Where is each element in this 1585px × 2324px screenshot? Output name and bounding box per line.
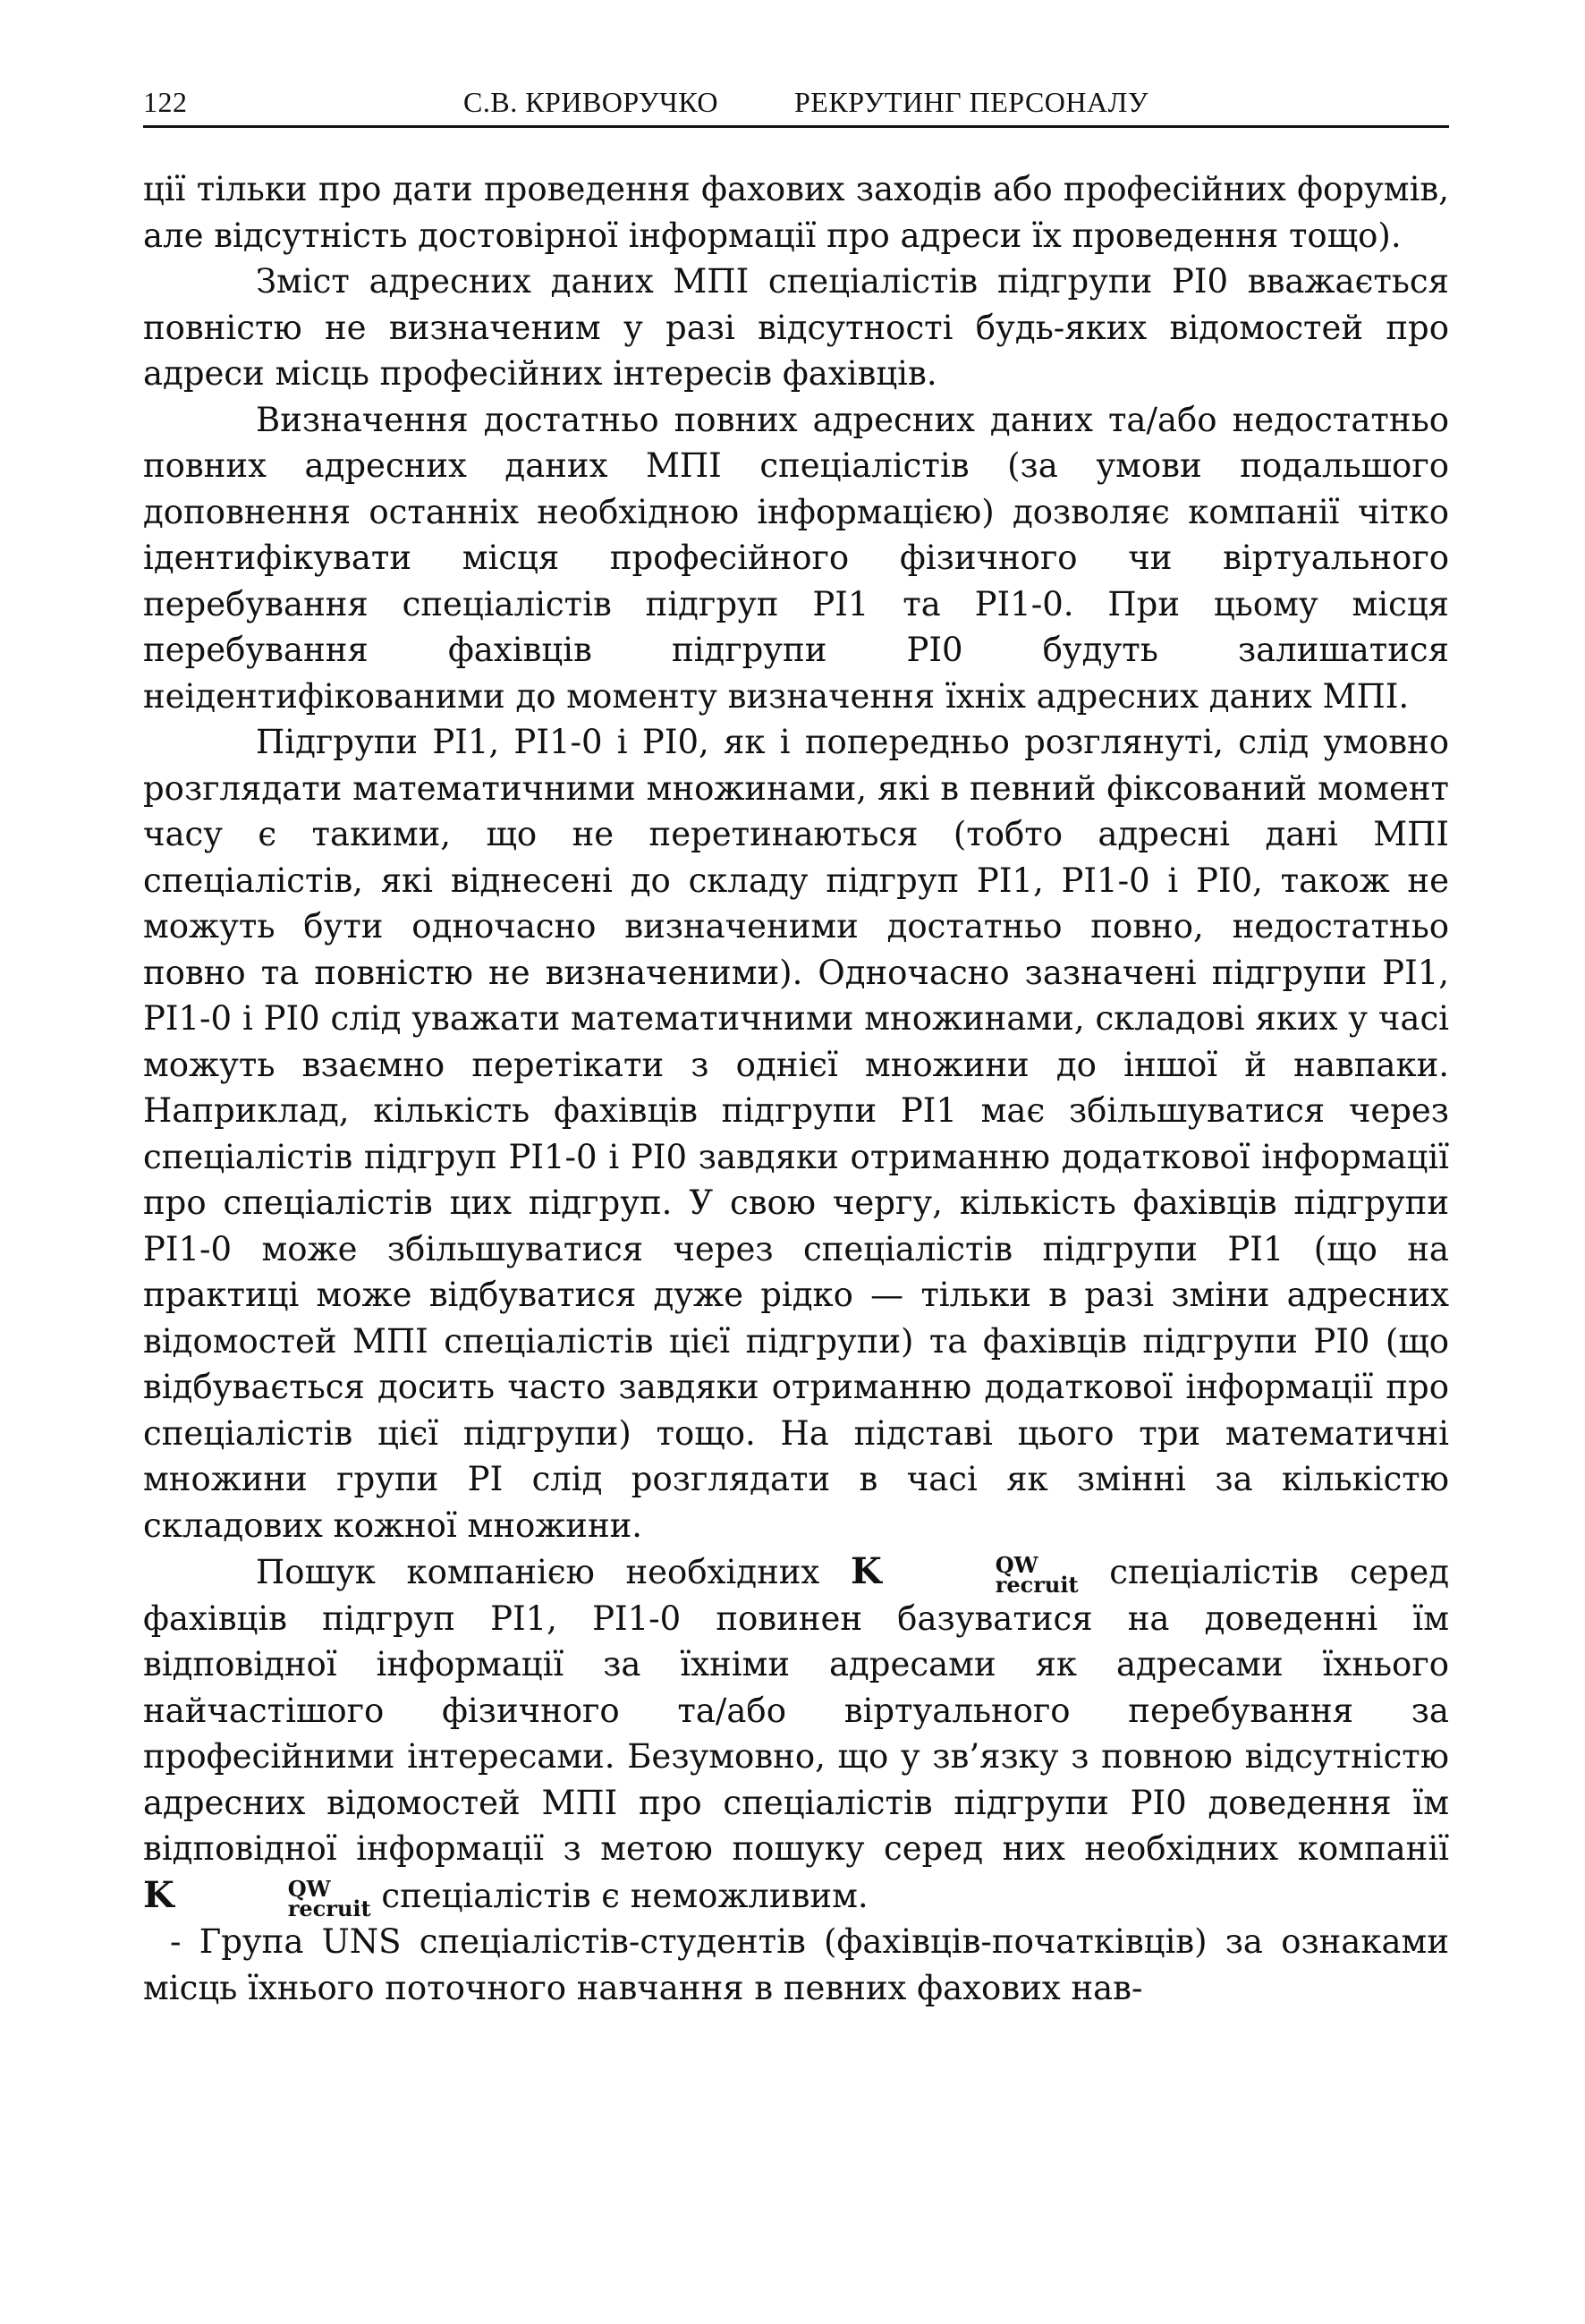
paragraph-3: Визначення достатньо повних адресних даних та/або недостатньо повних адресних даних МПІ спеціалістів (за умови подальшого доповнення останніх необхідною інформацією) дозволяє компанії чітко ідентифікувати місця професійного фізичного чи віртуального перебування спеціалістів підгруп РІ1 та РІ1-0. При цьому місця перебування фахівців підгрупи РІ0 будуть залишатися неідентифікованими до моменту визначення їхніх адресних даних МПІ.: [143, 400, 1449, 716]
page-number: 122: [143, 86, 188, 118]
formula-k-qw-recruit-2: [143, 1873, 371, 1921]
paragraph-5-start: Пошук компанією необхідних: [256, 1553, 820, 1591]
page-body: [143, 166, 1449, 2011]
formula-superscript: QW: [995, 1552, 1038, 1578]
running-header: [143, 79, 1449, 128]
formula-subscript: recruit: [995, 1572, 1079, 1598]
paragraph-6-list-item: - Група UNS спеціалістів-студентів (фахівців-початківців) за ознаками місць їхнього поточного навчання в певних фахових нав-: [143, 1922, 1449, 2007]
paragraph-2: Зміст адресних даних МПІ спеціалістів підгрупи РІ0 вважається повністю не визначеним у разі відсутності будь-яких відомостей про адреси місць професійних інтересів фахівців.: [143, 262, 1449, 393]
formula-k-qw-recruit: [850, 1550, 1079, 1598]
header-book-title: РЕКРУТИНГ ПЕРСОНАЛУ: [794, 86, 1148, 118]
paragraph-5-end: спеціалістів є неможливим.: [381, 1876, 869, 1915]
paragraph-1: ції тільки про дати проведення фахових заходів або професійних форумів, але відсутність достовірної інформації про адреси їх проведення тощо).: [143, 170, 1449, 255]
paragraph-5-middle: спеціалістів серед фахівців підгруп РІ1, РІ1-0 повинен базуватися на доведенні їм відповідної інформації за їхніми адресами як адресами їхнього найчастішого фізичного та/або віртуального перебування за професійними інтересами. Безумовно, що у зв’язку з повною відсутністю адресних відомостей МПІ про спеціалістів підгрупи РІ0 доведення їм відповідної інформації з метою пошуку серед них необхідних компанії: [143, 1553, 1450, 1868]
formula-letter: K: [143, 1873, 174, 1916]
paragraph-5: [143, 1548, 1449, 1919]
formula-subscript: recruit: [287, 1895, 371, 1921]
paragraph-4: Підгрупи РІ1, РІ1-0 і РІ0, як і попередньо розглянуті, слід умовно розглядати математичними множинами, які в певний фіксований момент часу є такими, що не перетинаються (тобто адресні дані МПІ спеціалістів, які віднесені до складу підгруп РІ1, РІ1-0 і РІ0, також не можуть бути одночасно визначеними достатньо повно, недостатньо повно та повністю не визначеними). Одночасно зазначені підгрупи РІ1, РІ1-0 і РІ0 слід уважати математичними множинами, складові яких у часі можуть взаємно перетікати з однієї множини до іншої й навпаки. Наприклад, кількість фахівців підгрупи РІ1 має збільшуватися через спеціалістів підгруп РІ1-0 і РІ0 завдяки отриманню додаткової інформації про спеціалістів цих підгруп. У свою чергу, кількість фахівців підгрупи РІ1-0 може збільшуватися через спеціалістів підгрупи РІ1 (що на практиці може відбуватися дуже рідко — тільки в разі зміни адресних відомостей МПІ спеціалістів цієї підгрупи) та фахівців підгрупи РІ0 (що відбувається досить часто завдяки отриманню додаткової інформації про спеціалістів цієї підгрупи) тощо. На підставі цього три математичні множини групи РІ слід розглядати в часі як змінні за кількістю складових кожної множини.: [143, 723, 1449, 1545]
header-author: С.В. КРИВОРУЧКО: [463, 86, 718, 118]
formula-letter: K: [850, 1550, 882, 1592]
formula-superscript: QW: [287, 1875, 331, 1902]
